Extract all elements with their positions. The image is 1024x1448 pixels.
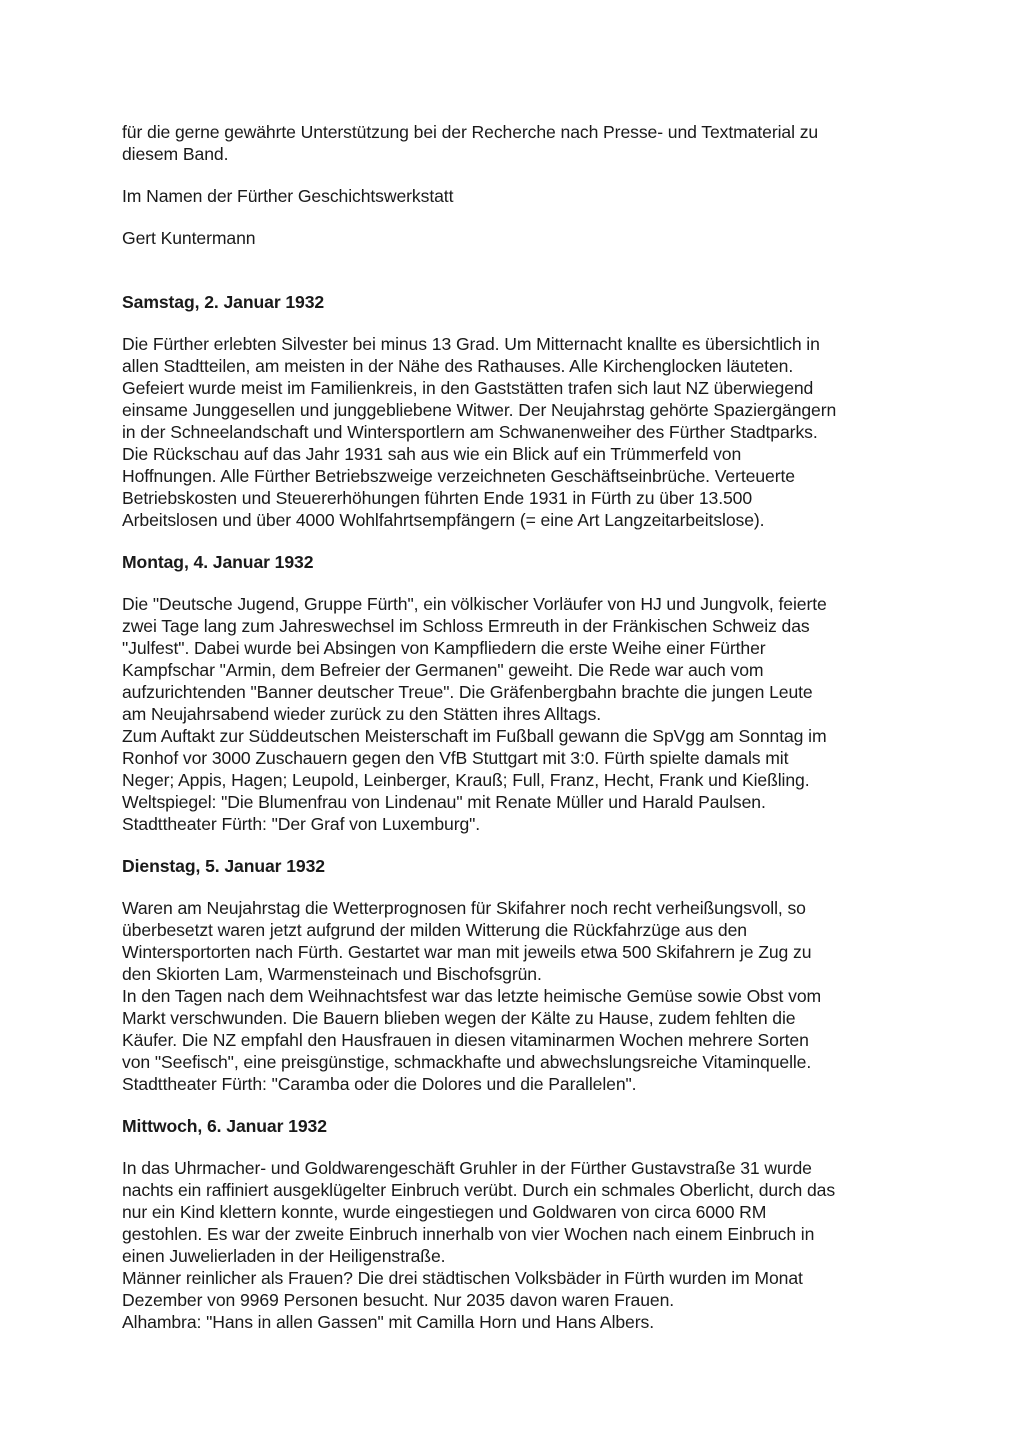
entry-line: Waren am Neujahrstag die Wetterprognosen für Skifahrer noch recht verheißungsvoll, so [122, 898, 806, 918]
author-name [122, 227, 912, 249]
entry-line: Hoffnungen. Alle Fürther Betriebszweige verzeichneten Geschäftseinbrüche. Verteuerte [122, 466, 795, 486]
author-line: Gert Kuntermann [122, 228, 256, 248]
entry-line: Stadttheater Fürth: "Der Graf von Luxemburg". [122, 814, 481, 834]
entry-line: Weltspiegel: "Die Blumenfrau von Lindenau" mit Renate Müller und Harald Paulsen. [122, 792, 766, 812]
entry-line: Männer reinlicher als Frauen? Die drei städtischen Volksbäder in Fürth wurden im Monat [122, 1268, 803, 1288]
entry-heading: Samstag, 2. Januar 1932 [122, 292, 325, 312]
entry-line: Alhambra: "Hans in allen Gassen" mit Camilla Horn und Hans Albers. [122, 1312, 654, 1332]
entry-line: am Neujahrsabend wieder zurück zu den Stätten ihres Alltags. [122, 704, 602, 724]
entry-line: Gefeiert wurde meist im Familienkreis, in den Gaststätten trafen sich laut NZ überwiegend [122, 378, 814, 398]
entry-line: nachts ein raffiniert ausgeklügelter Einbruch verübt. Durch ein schmales Oberlicht, durch das [122, 1180, 836, 1200]
entry-dienstag [122, 855, 912, 1095]
document-page [122, 121, 912, 1333]
entry-line: zwei Tage lang zum Jahreswechsel im Schloss Ermreuth in der Fränkischen Schweiz das [122, 616, 810, 636]
entry-line: Die "Deutsche Jugend, Gruppe Fürth", ein völkischer Vorläufer von HJ und Jungvolk, feierte [122, 594, 827, 614]
entry-line: Markt verschwunden. Die Bauern blieben wegen der Kälte zu Hause, zudem fehlten die [122, 1008, 796, 1028]
entry-line: Betriebskosten und Steuererhöhungen führten Ende 1931 in Fürth zu über 13.500 [122, 488, 753, 508]
entry-samstag [122, 291, 912, 531]
entry-line: Arbeitslosen und über 4000 Wohlfahrtsempfängern (= eine Art Langzeitarbeitslose). [122, 510, 765, 530]
entry-line: Wintersportorten nach Fürth. Gestartet war man mit jeweils etwa 500 Skifahrern je Zug zu [122, 942, 812, 962]
entry-heading: Dienstag, 5. Januar 1932 [122, 856, 325, 876]
signoff-text [122, 185, 912, 207]
entry-line: aufzurichtenden "Banner deutscher Treue". Die Gräfenbergbahn brachte die jungen Leute [122, 682, 813, 702]
entry-heading: Montag, 4. Januar 1932 [122, 552, 314, 572]
entry-line: Zum Auftakt zur Süddeutschen Meisterschaft im Fußball gewann die SpVgg am Sonntag im [122, 726, 827, 746]
entry-line: den Skiorten Lam, Warmensteinach und Bischofsgrün. [122, 964, 542, 984]
entry-line: gestohlen. Es war der zweite Einbruch innerhalb von vier Wochen nach einem Einbruch in [122, 1224, 815, 1244]
entry-line: Ronhof vor 3000 Zuschauern gegen den VfB Stuttgart mit 3:0. Fürth spielte damals mit [122, 748, 789, 768]
intro-line: diesem Band. [122, 144, 229, 164]
intro-paragraph [122, 121, 912, 165]
entry-line: einsame Junggesellen und junggebliebene Witwer. Der Neujahrstag gehörte Spaziergängern [122, 400, 837, 420]
entry-line: überbesetzt waren jetzt aufgrund der milden Witterung die Rückfahrzüge aus den [122, 920, 747, 940]
entry-line: Die Fürther erlebten Silvester bei minus 13 Grad. Um Mitternacht knallte es übersichtlich in [122, 334, 820, 354]
entry-montag [122, 551, 912, 835]
entry-heading: Mittwoch, 6. Januar 1932 [122, 1116, 327, 1136]
entry-line: Neger; Appis, Hagen; Leupold, Leinberger, Krauß; Full, Franz, Hecht, Frank und Kießling. [122, 770, 810, 790]
entry-line: von "Seefisch", eine preisgünstige, schmackhafte und abwechslungsreiche Vitaminquelle. [122, 1052, 812, 1072]
entry-line: Dezember von 9969 Personen besucht. Nur 2035 davon waren Frauen. [122, 1290, 675, 1310]
entry-line: Kampfschar "Armin, dem Befreier der Germanen" geweiht. Die Rede war auch vom [122, 660, 764, 680]
entry-line: nur ein Kind klettern konnte, wurde eingestiegen und Goldwaren von circa 6000 RM [122, 1202, 767, 1222]
entry-line: Käufer. Die NZ empfahl den Hausfrauen in diesen vitaminarmen Wochen mehrere Sorten [122, 1030, 809, 1050]
entry-line: in der Schneelandschaft und Wintersportlern am Schwanenweiher des Fürther Stadtparks. [122, 422, 818, 442]
entry-line: allen Stadtteilen, am meisten in der Nähe des Rathauses. Alle Kirchenglocken läuteten. [122, 356, 794, 376]
entry-line: Stadttheater Fürth: "Caramba oder die Dolores und die Parallelen". [122, 1074, 637, 1094]
intro-line: für die gerne gewährte Unterstützung bei der Recherche nach Presse- und Textmaterial zu [122, 122, 819, 142]
entry-mittwoch [122, 1115, 912, 1333]
entry-line: In das Uhrmacher- und Goldwarengeschäft Gruhler in der Fürther Gustavstraße 31 wurde [122, 1158, 812, 1178]
entry-line: Die Rückschau auf das Jahr 1931 sah aus wie ein Blick auf ein Trümmerfeld von [122, 444, 742, 464]
entry-line: einen Juwelierladen in der Heiligenstraße. [122, 1246, 446, 1266]
signoff-line: Im Namen der Fürther Geschichtswerkstatt [122, 186, 454, 206]
entry-line: "Julfest". Dabei wurde bei Absingen von Kampfliedern die erste Weihe einer Fürther [122, 638, 766, 658]
entry-line: In den Tagen nach dem Weihnachtsfest war das letzte heimische Gemüse sowie Obst vom [122, 986, 822, 1006]
